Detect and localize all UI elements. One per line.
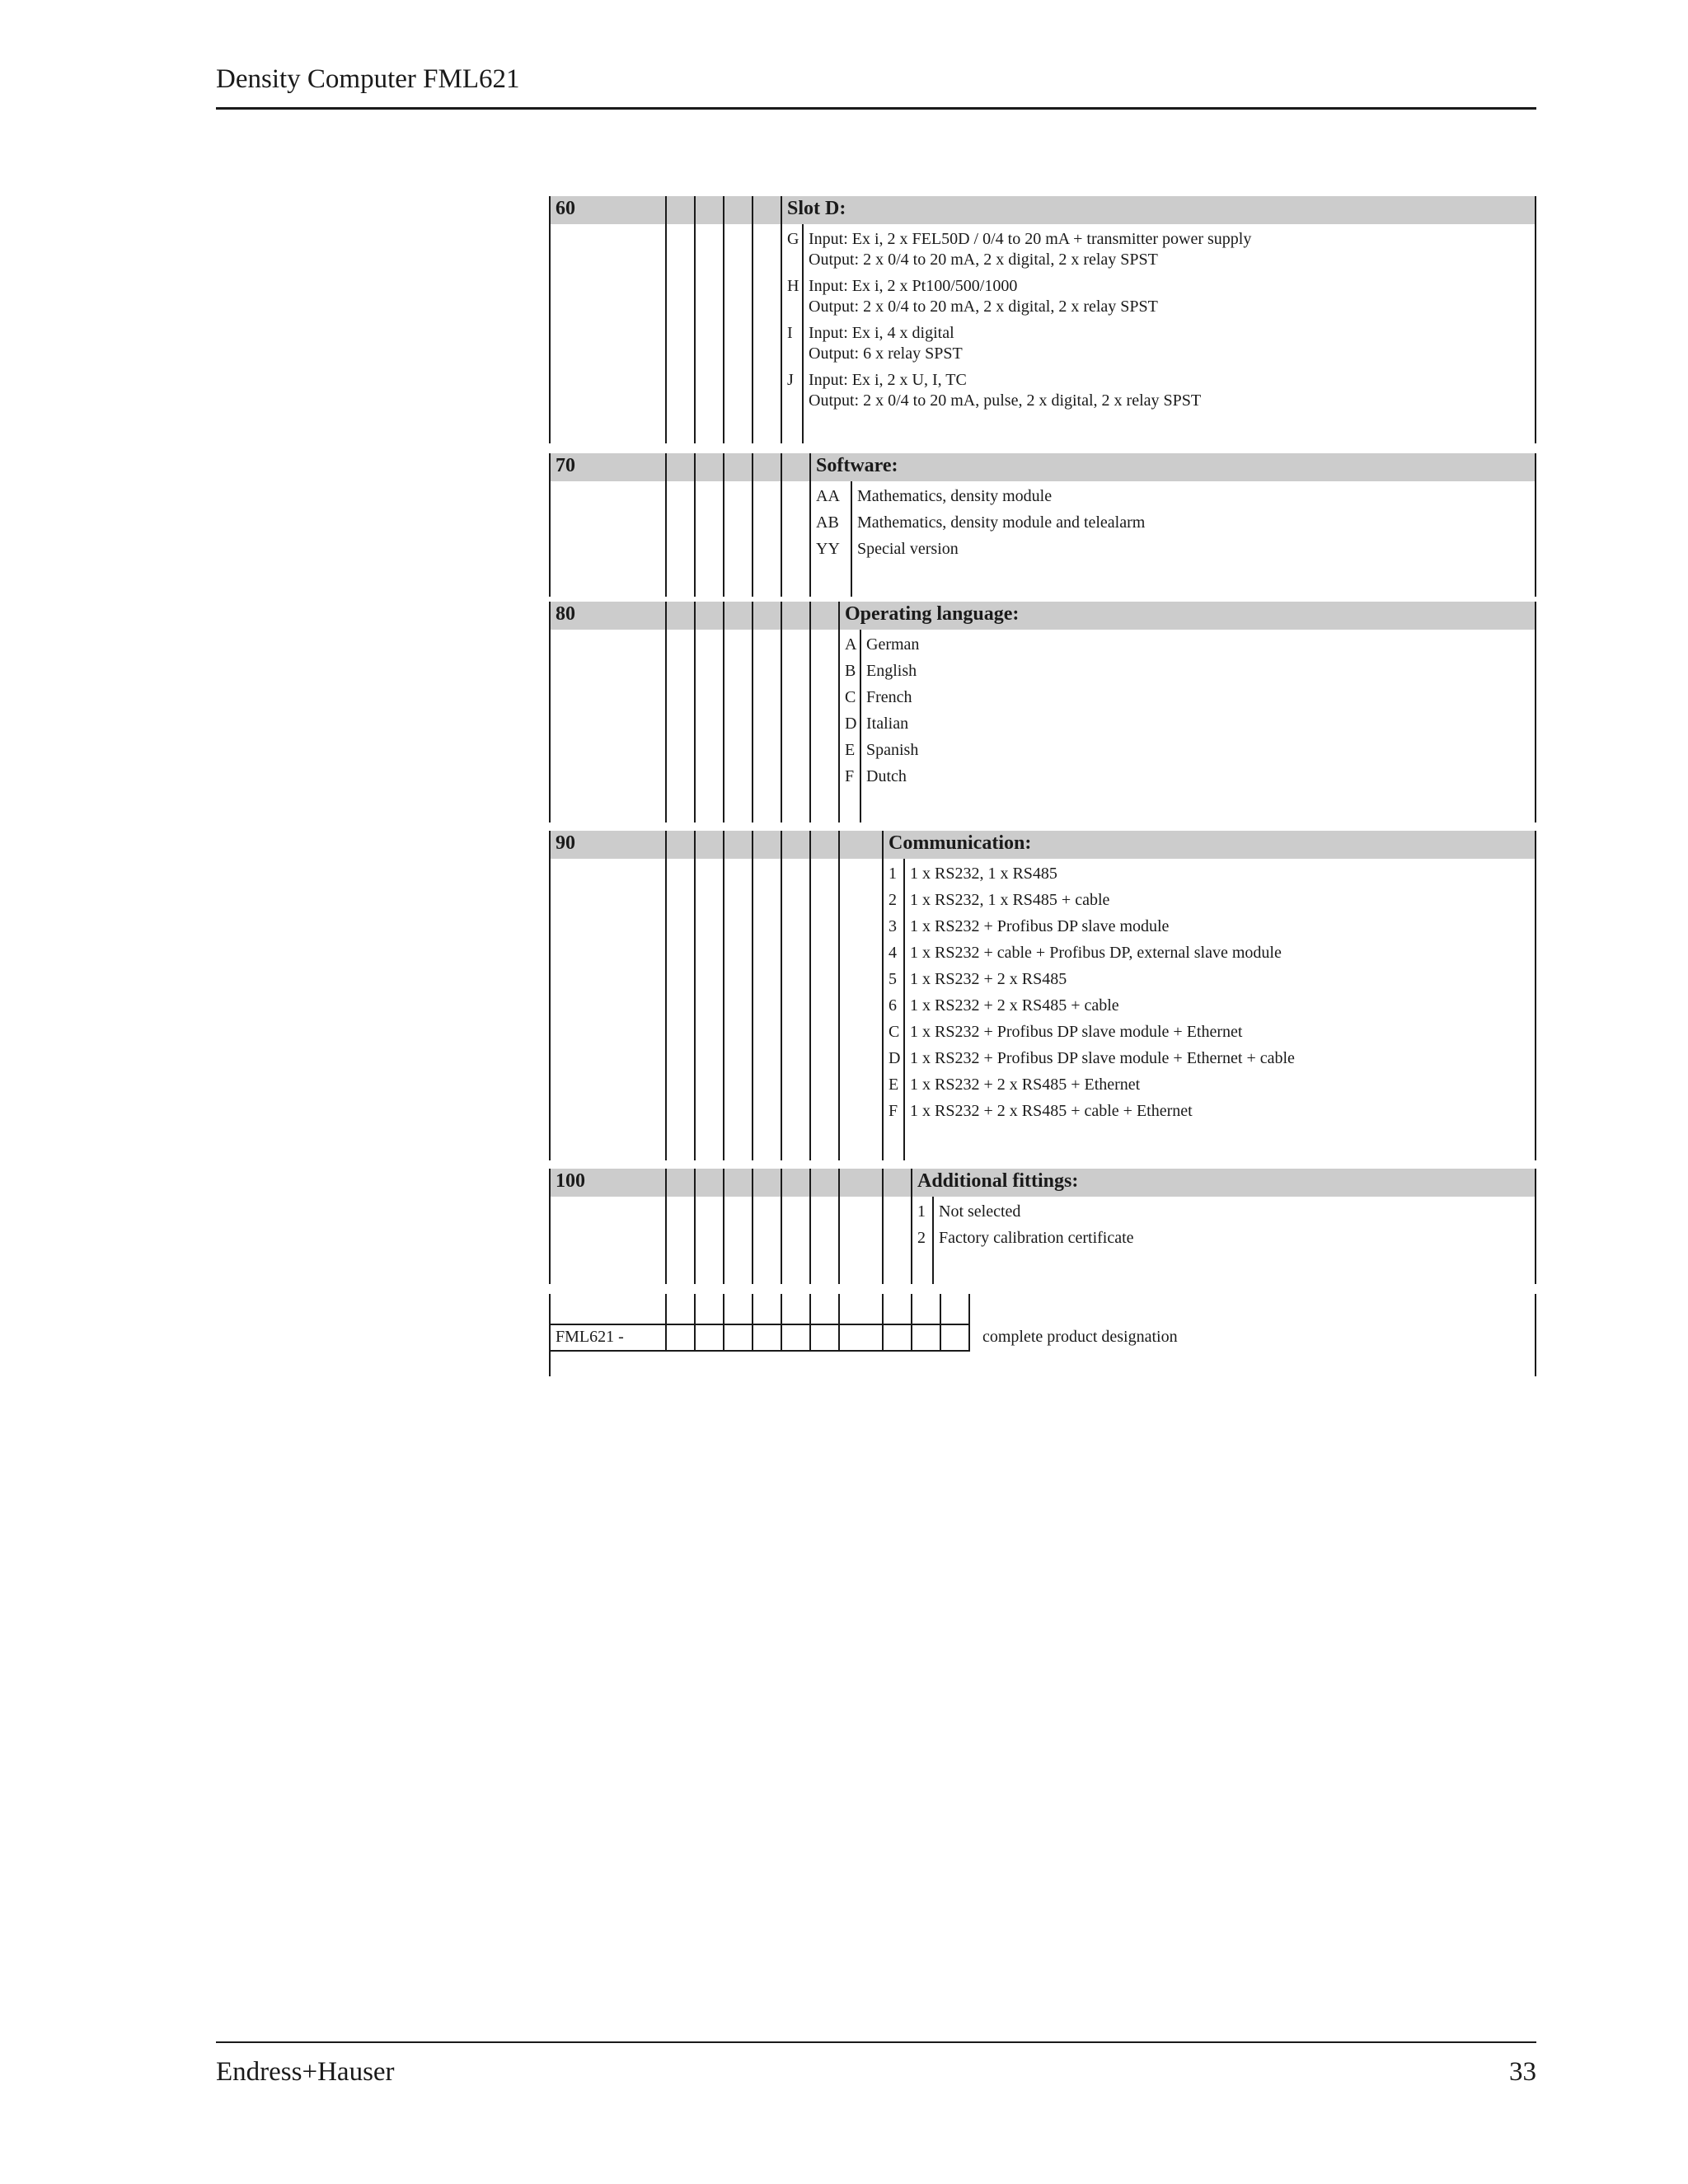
option-code: C: [889, 1023, 900, 1041]
column-rule: [809, 602, 811, 823]
option-code: E: [889, 1076, 899, 1094]
section-block-60: [549, 196, 1536, 443]
column-rule: [723, 196, 724, 443]
option-code: 3: [889, 917, 897, 935]
column-rule: [723, 831, 724, 1160]
column-rule: [781, 196, 782, 443]
designation-bottom-rule: [549, 1350, 970, 1352]
column-rule: [549, 453, 551, 597]
column-rule: [694, 196, 696, 443]
option-description: Italian: [866, 715, 909, 733]
section-block-90: [549, 831, 1536, 1160]
option-description: Spanish: [866, 741, 919, 759]
option-code: YY: [816, 540, 840, 558]
column-rule: [723, 453, 724, 597]
column-rule: [838, 602, 840, 823]
column-rule: [665, 831, 667, 1160]
column-rule: [752, 1294, 753, 1350]
option-code: A: [845, 635, 857, 654]
option-description: Input: Ex i, 2 x U, I, TC: [809, 371, 967, 389]
column-rule: [694, 453, 696, 597]
column-rule: [781, 602, 782, 823]
option-description: 1 x RS232 + Profibus DP slave module: [910, 917, 1170, 935]
option-description: 1 x RS232 + Profibus DP slave module + Ethernet: [910, 1023, 1243, 1041]
column-rule: [694, 602, 696, 823]
column-rule: [911, 1169, 912, 1284]
column-rule: [549, 1169, 551, 1284]
section-header-band: [549, 196, 1536, 224]
section-header-band: [549, 453, 1536, 481]
option-description: Dutch: [866, 767, 907, 785]
option-description: Output: 2 x 0/4 to 20 mA, 2 x digital, 2 x relay SPST: [809, 251, 1158, 269]
option-description: Input: Ex i, 2 x FEL50D / 0/4 to 20 mA + transmitter power supply: [809, 230, 1252, 248]
section-title: Additional fittings:: [917, 1170, 1079, 1192]
option-code: 1: [917, 1202, 926, 1221]
option-code: E: [845, 741, 856, 759]
column-rule: [781, 1169, 782, 1284]
column-rule: [809, 1294, 811, 1350]
section-title: Slot D:: [787, 198, 846, 219]
column-rule: [882, 1169, 884, 1284]
column-rule: [1535, 831, 1536, 1160]
option-code: 5: [889, 970, 897, 988]
section-title: Operating language:: [845, 603, 1020, 625]
column-rule: [838, 1294, 840, 1350]
column-rule: [882, 831, 884, 1160]
section-title: Software:: [816, 455, 898, 476]
option-code: J: [787, 371, 794, 389]
section-title: Communication:: [889, 832, 1032, 854]
option-code: D: [845, 715, 857, 733]
column-rule: [809, 831, 811, 1160]
header-rule: [216, 107, 1536, 110]
designation-label: complete product designation: [982, 1328, 1178, 1346]
column-rule: [838, 831, 840, 1160]
option-description: Output: 2 x 0/4 to 20 mA, pulse, 2 x digital, 2 x relay SPST: [809, 391, 1202, 410]
column-rule: [752, 196, 753, 443]
option-code: B: [845, 662, 856, 680]
designation-prefix: FML621 -: [556, 1328, 624, 1346]
option-description: 1 x RS232 + 2 x RS485: [910, 970, 1067, 988]
option-code: F: [845, 767, 855, 785]
designation-top-rule: [549, 1324, 970, 1325]
option-description: 1 x RS232 + 2 x RS485 + Ethernet: [910, 1076, 1141, 1094]
section-block-100: [549, 1169, 1536, 1284]
column-rule: [809, 453, 811, 597]
code-separator: [802, 224, 804, 443]
section-number: 90: [556, 832, 575, 854]
option-code: I: [787, 324, 793, 342]
section-block-70: [549, 453, 1536, 597]
option-code: 4: [889, 944, 897, 962]
column-rule: [694, 1169, 696, 1284]
column-rule: [752, 453, 753, 597]
section-block-80: [549, 602, 1536, 823]
option-code: 2: [889, 891, 897, 909]
column-rule: [940, 1294, 941, 1350]
column-rule: [838, 1169, 840, 1284]
option-code: D: [889, 1049, 901, 1067]
column-rule: [665, 1294, 667, 1350]
option-description: Factory calibration certificate: [939, 1229, 1134, 1247]
section-number: 80: [556, 603, 575, 625]
column-rule: [694, 831, 696, 1160]
column-rule: [1535, 453, 1536, 597]
column-rule: [882, 1294, 884, 1350]
option-description: French: [866, 688, 912, 706]
column-rule: [752, 602, 753, 823]
column-rule: [911, 1294, 912, 1350]
column-rule: [665, 1169, 667, 1284]
option-code: 1: [889, 865, 897, 883]
column-rule: [665, 196, 667, 443]
column-rule: [723, 602, 724, 823]
column-rule: [968, 1294, 970, 1350]
column-rule: [1535, 1294, 1536, 1376]
column-rule: [781, 453, 782, 597]
option-code: C: [845, 688, 856, 706]
section-number: 70: [556, 455, 575, 476]
option-description: 1 x RS232, 1 x RS485 + cable: [910, 891, 1110, 909]
code-separator: [903, 859, 905, 1160]
column-rule: [549, 196, 551, 443]
column-rule: [549, 602, 551, 823]
column-rule: [1535, 602, 1536, 823]
option-description: Special version: [857, 540, 959, 558]
column-rule: [723, 1294, 724, 1350]
option-description: 1 x RS232, 1 x RS485: [910, 865, 1057, 883]
option-description: Not selected: [939, 1202, 1021, 1221]
page-number: 33: [1509, 2057, 1536, 2087]
option-description: 1 x RS232 + 2 x RS485 + cable: [910, 996, 1119, 1015]
option-code: G: [787, 230, 799, 248]
option-code: 6: [889, 996, 897, 1015]
option-description: Input: Ex i, 4 x digital: [809, 324, 954, 342]
option-code: AA: [816, 487, 840, 505]
option-description: Output: 6 x relay SPST: [809, 344, 963, 363]
column-rule: [549, 831, 551, 1160]
column-rule: [781, 831, 782, 1160]
column-rule: [694, 1294, 696, 1350]
column-rule: [1535, 196, 1536, 443]
option-description: 1 x RS232 + Profibus DP slave module + Ethernet + cable: [910, 1049, 1295, 1067]
product-designation-block: [549, 1294, 1536, 1376]
code-separator: [851, 481, 852, 597]
option-description: German: [866, 635, 920, 654]
section-header-band: [549, 831, 1536, 859]
option-code: 2: [917, 1229, 926, 1247]
option-description: 1 x RS232 + cable + Profibus DP, external slave module: [910, 944, 1282, 962]
option-description: Output: 2 x 0/4 to 20 mA, 2 x digital, 2 x relay SPST: [809, 298, 1158, 316]
option-description: 1 x RS232 + 2 x RS485 + cable + Ethernet: [910, 1102, 1193, 1120]
option-code: F: [889, 1102, 898, 1120]
column-rule: [665, 602, 667, 823]
option-description: Input: Ex i, 2 x Pt100/500/1000: [809, 277, 1018, 295]
footer-brand: Endress+Hauser: [216, 2057, 395, 2087]
option-description: Mathematics, density module: [857, 487, 1053, 505]
code-separator: [932, 1197, 934, 1284]
code-separator: [860, 630, 861, 823]
footer-rule: [216, 2041, 1536, 2043]
column-rule: [752, 1169, 753, 1284]
option-code: H: [787, 277, 799, 295]
column-rule: [809, 1169, 811, 1284]
column-rule: [549, 1294, 551, 1376]
column-rule: [752, 831, 753, 1160]
option-code: AB: [816, 513, 839, 532]
section-number: 60: [556, 198, 575, 219]
section-number: 100: [556, 1170, 585, 1192]
option-description: Mathematics, density module and telealarm: [857, 513, 1146, 532]
column-rule: [665, 453, 667, 597]
option-description: English: [866, 662, 917, 680]
section-header-band: [549, 602, 1536, 630]
page-header-title: Density Computer FML621: [216, 64, 520, 94]
column-rule: [723, 1169, 724, 1284]
column-rule: [781, 1294, 782, 1350]
column-rule: [1535, 1169, 1536, 1284]
